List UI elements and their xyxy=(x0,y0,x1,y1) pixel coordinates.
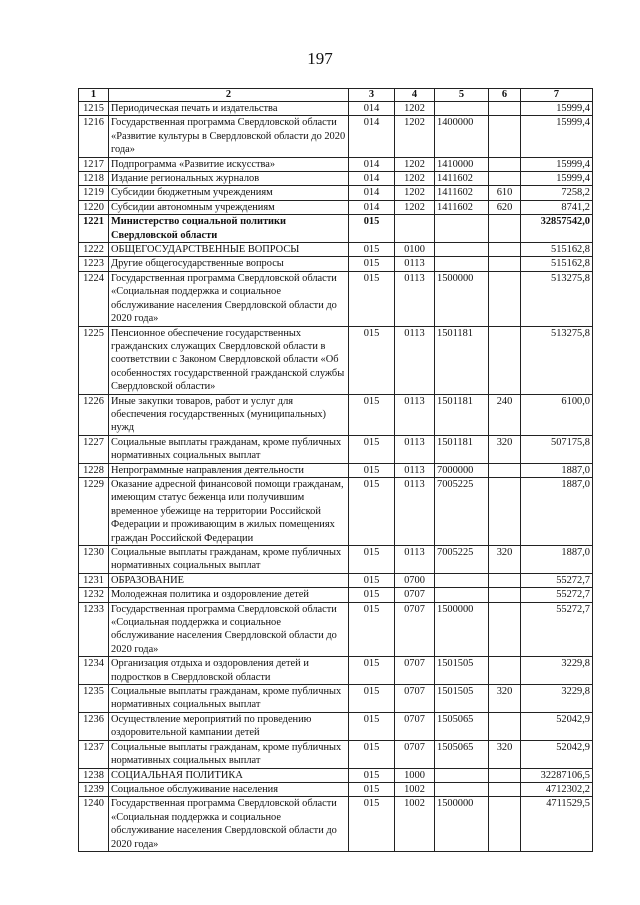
table-row xyxy=(79,712,593,740)
section-code: 0113 xyxy=(395,326,435,394)
ministry-code: 014 xyxy=(349,172,395,186)
section-code: 0707 xyxy=(395,588,435,602)
target-article-code: 1501505 xyxy=(435,685,489,713)
amount: 55272,7 xyxy=(521,588,593,602)
table-row xyxy=(79,588,593,602)
target-article-code xyxy=(435,573,489,587)
row-description: ОБРАЗОВАНИЕ xyxy=(109,573,349,587)
ministry-code: 015 xyxy=(349,215,395,243)
target-article-code xyxy=(435,215,489,243)
ministry-code: 014 xyxy=(349,116,395,157)
table-row xyxy=(79,797,593,852)
row-description: Молодежная политика и оздоровление детей xyxy=(109,588,349,602)
row-number: 1223 xyxy=(79,257,109,271)
target-article-code: 7000000 xyxy=(435,463,489,477)
ministry-code: 015 xyxy=(349,685,395,713)
section-code: 0113 xyxy=(395,271,435,326)
row-description: Субсидии автономным учреждениям xyxy=(109,200,349,214)
section-code: 1202 xyxy=(395,102,435,116)
row-description: Государственная программа Свердловской области «Социальная поддержка и социальное обслуживание населения Свердловской области до 2020 года» xyxy=(109,271,349,326)
table-row xyxy=(79,573,593,587)
row-description: Государственная программа Свердловской области «Социальная поддержка и социальное обслуживание населения Свердловской области до 2020 года» xyxy=(109,602,349,657)
target-article-code: 1400000 xyxy=(435,116,489,157)
row-description: Пенсионное обеспечение государственных гражданских служащих Свердловской области в соответствии с Законом Свердловской области «Об особенностях государственной гражданской службы Свердловской области» xyxy=(109,326,349,394)
expense-type-code xyxy=(489,116,521,157)
amount: 6100,0 xyxy=(521,394,593,435)
target-article-code xyxy=(435,257,489,271)
target-article-code: 1500000 xyxy=(435,797,489,852)
ministry-code: 014 xyxy=(349,102,395,116)
row-number: 1221 xyxy=(79,215,109,243)
row-description: Государственная программа Свердловской области «Социальная поддержка и социальное обслуживание населения Свердловской области до 2020 года» xyxy=(109,797,349,852)
amount: 15999,4 xyxy=(521,157,593,171)
amount: 52042,9 xyxy=(521,712,593,740)
table-row xyxy=(79,326,593,394)
section-code: 1202 xyxy=(395,186,435,200)
row-description: Оказание адресной финансовой помощи гражданам, имеющим статус беженца или получившим временное убежище на территории Российской Федерации и проживающим в жилых помещениях граждан Российской Федерации xyxy=(109,477,349,545)
target-article-code xyxy=(435,243,489,257)
row-description: Непрограммные направления деятельности xyxy=(109,463,349,477)
table-row xyxy=(79,394,593,435)
header-cell: 4 xyxy=(395,89,435,102)
expense-type-code xyxy=(489,271,521,326)
ministry-code: 015 xyxy=(349,797,395,852)
section-code: 1002 xyxy=(395,782,435,796)
target-article-code: 1501181 xyxy=(435,394,489,435)
ministry-code: 015 xyxy=(349,573,395,587)
header-cell: 1 xyxy=(79,89,109,102)
section-code: 0113 xyxy=(395,394,435,435)
target-article-code: 1411602 xyxy=(435,200,489,214)
section-code xyxy=(395,215,435,243)
row-description: Социальные выплаты гражданам, кроме публичных нормативных социальных выплат xyxy=(109,546,349,574)
expense-type-code xyxy=(489,588,521,602)
row-description: Организация отдыха и оздоровления детей и подростков в Свердловской области xyxy=(109,657,349,685)
section-code: 0707 xyxy=(395,602,435,657)
row-number: 1240 xyxy=(79,797,109,852)
amount: 515162,8 xyxy=(521,257,593,271)
expense-type-code: 320 xyxy=(489,740,521,768)
ministry-code: 015 xyxy=(349,712,395,740)
expense-type-code: 320 xyxy=(489,685,521,713)
section-code: 0113 xyxy=(395,435,435,463)
row-number: 1224 xyxy=(79,271,109,326)
section-code: 0113 xyxy=(395,546,435,574)
ministry-code: 015 xyxy=(349,782,395,796)
row-number: 1232 xyxy=(79,588,109,602)
amount: 32287106,5 xyxy=(521,768,593,782)
target-article-code: 1501181 xyxy=(435,326,489,394)
ministry-code: 015 xyxy=(349,602,395,657)
table-row xyxy=(79,200,593,214)
row-description: Периодическая печать и издательства xyxy=(109,102,349,116)
row-number: 1220 xyxy=(79,200,109,214)
ministry-code: 015 xyxy=(349,657,395,685)
ministry-code: 014 xyxy=(349,157,395,171)
budget-table xyxy=(78,88,593,852)
header-cell: 2 xyxy=(109,89,349,102)
ministry-code: 015 xyxy=(349,768,395,782)
target-article-code: 1411602 xyxy=(435,186,489,200)
table-row xyxy=(79,546,593,574)
ministry-code: 015 xyxy=(349,477,395,545)
expense-type-code xyxy=(489,172,521,186)
expense-type-code: 610 xyxy=(489,186,521,200)
row-number: 1231 xyxy=(79,573,109,587)
row-number: 1217 xyxy=(79,157,109,171)
section-code: 0113 xyxy=(395,477,435,545)
row-number: 1222 xyxy=(79,243,109,257)
target-article-code: 1410000 xyxy=(435,157,489,171)
row-number: 1237 xyxy=(79,740,109,768)
table-row xyxy=(79,602,593,657)
row-description: СОЦИАЛЬНАЯ ПОЛИТИКА xyxy=(109,768,349,782)
expense-type-code: 320 xyxy=(489,546,521,574)
target-article-code xyxy=(435,102,489,116)
target-article-code: 1501505 xyxy=(435,657,489,685)
row-number: 1234 xyxy=(79,657,109,685)
row-description: Другие общегосударственные вопросы xyxy=(109,257,349,271)
table-row xyxy=(79,257,593,271)
amount: 515162,8 xyxy=(521,243,593,257)
ministry-code: 015 xyxy=(349,326,395,394)
table-row xyxy=(79,186,593,200)
expense-type-code xyxy=(489,215,521,243)
row-number: 1227 xyxy=(79,435,109,463)
target-article-code: 1500000 xyxy=(435,602,489,657)
row-description: Иные закупки товаров, работ и услуг для обеспечения государственных (муниципальных) нужд xyxy=(109,394,349,435)
ministry-code: 015 xyxy=(349,546,395,574)
amount: 8741,2 xyxy=(521,200,593,214)
amount: 55272,7 xyxy=(521,602,593,657)
expense-type-code xyxy=(489,243,521,257)
target-article-code xyxy=(435,588,489,602)
row-description: Министерство социальной политики Свердловской области xyxy=(109,215,349,243)
target-article-code: 1501181 xyxy=(435,435,489,463)
table-row xyxy=(79,768,593,782)
expense-type-code xyxy=(489,102,521,116)
row-description: Подпрограмма «Развитие искусства» xyxy=(109,157,349,171)
header-cell: 3 xyxy=(349,89,395,102)
section-code: 1202 xyxy=(395,172,435,186)
section-code: 1000 xyxy=(395,768,435,782)
page-number: 197 xyxy=(307,49,333,68)
amount: 513275,8 xyxy=(521,271,593,326)
section-code: 0113 xyxy=(395,257,435,271)
amount: 1887,0 xyxy=(521,477,593,545)
amount: 4712302,2 xyxy=(521,782,593,796)
target-article-code xyxy=(435,768,489,782)
amount: 15999,4 xyxy=(521,102,593,116)
row-description: Социальные выплаты гражданам, кроме публичных нормативных социальных выплат xyxy=(109,685,349,713)
row-description: Государственная программа Свердловской области «Развитие культуры в Свердловской области до 2020 года» xyxy=(109,116,349,157)
table-row xyxy=(79,102,593,116)
row-number: 1215 xyxy=(79,102,109,116)
row-description: Социальные выплаты гражданам, кроме публичных нормативных социальных выплат xyxy=(109,435,349,463)
target-article-code: 7005225 xyxy=(435,477,489,545)
row-number: 1225 xyxy=(79,326,109,394)
amount: 7258,2 xyxy=(521,186,593,200)
table-row xyxy=(79,157,593,171)
target-article-code: 1500000 xyxy=(435,271,489,326)
expense-type-code: 320 xyxy=(489,435,521,463)
section-code: 0707 xyxy=(395,657,435,685)
expense-type-code xyxy=(489,782,521,796)
expense-type-code xyxy=(489,157,521,171)
amount: 15999,4 xyxy=(521,172,593,186)
table-row xyxy=(79,243,593,257)
row-number: 1230 xyxy=(79,546,109,574)
expense-type-code xyxy=(489,573,521,587)
section-code: 1002 xyxy=(395,797,435,852)
expense-type-code xyxy=(489,326,521,394)
row-number: 1219 xyxy=(79,186,109,200)
row-number: 1229 xyxy=(79,477,109,545)
ministry-code: 015 xyxy=(349,243,395,257)
row-number: 1236 xyxy=(79,712,109,740)
section-code: 1202 xyxy=(395,157,435,171)
row-description: Издание региональных журналов xyxy=(109,172,349,186)
ministry-code: 014 xyxy=(349,186,395,200)
table-row xyxy=(79,271,593,326)
row-description: ОБЩЕГОСУДАРСТВЕННЫЕ ВОПРОСЫ xyxy=(109,243,349,257)
row-number: 1226 xyxy=(79,394,109,435)
target-article-code: 1505065 xyxy=(435,740,489,768)
row-description: Социальное обслуживание населения xyxy=(109,782,349,796)
table-row xyxy=(79,215,593,243)
expense-type-code xyxy=(489,477,521,545)
header-row xyxy=(79,89,593,102)
header-cell: 7 xyxy=(521,89,593,102)
header-cell: 5 xyxy=(435,89,489,102)
table-row xyxy=(79,172,593,186)
expense-type-code xyxy=(489,712,521,740)
target-article-code: 1505065 xyxy=(435,712,489,740)
amount: 1887,0 xyxy=(521,463,593,477)
row-number: 1238 xyxy=(79,768,109,782)
section-code: 0707 xyxy=(395,685,435,713)
table-row xyxy=(79,740,593,768)
expense-type-code xyxy=(489,797,521,852)
row-number: 1216 xyxy=(79,116,109,157)
expense-type-code xyxy=(489,657,521,685)
ministry-code: 015 xyxy=(349,435,395,463)
row-description: Социальные выплаты гражданам, кроме публичных нормативных социальных выплат xyxy=(109,740,349,768)
table-row xyxy=(79,435,593,463)
target-article-code: 1411602 xyxy=(435,172,489,186)
amount: 52042,9 xyxy=(521,740,593,768)
amount: 507175,8 xyxy=(521,435,593,463)
amount: 32857542,0 xyxy=(521,215,593,243)
row-number: 1239 xyxy=(79,782,109,796)
table-row xyxy=(79,657,593,685)
target-article-code: 7005225 xyxy=(435,546,489,574)
section-code: 0707 xyxy=(395,712,435,740)
amount: 55272,7 xyxy=(521,573,593,587)
ministry-code: 015 xyxy=(349,257,395,271)
row-description: Осуществление мероприятий по проведению оздоровительной кампании детей xyxy=(109,712,349,740)
row-number: 1235 xyxy=(79,685,109,713)
expense-type-code xyxy=(489,602,521,657)
ministry-code: 015 xyxy=(349,588,395,602)
row-number: 1228 xyxy=(79,463,109,477)
amount: 513275,8 xyxy=(521,326,593,394)
amount: 3229,8 xyxy=(521,685,593,713)
table-row xyxy=(79,782,593,796)
section-code: 1202 xyxy=(395,116,435,157)
table-row xyxy=(79,685,593,713)
header-cell: 6 xyxy=(489,89,521,102)
ministry-code: 014 xyxy=(349,200,395,214)
expense-type-code: 240 xyxy=(489,394,521,435)
section-code: 0707 xyxy=(395,740,435,768)
ministry-code: 015 xyxy=(349,740,395,768)
section-code: 0700 xyxy=(395,573,435,587)
row-number: 1218 xyxy=(79,172,109,186)
row-number: 1233 xyxy=(79,602,109,657)
ministry-code: 015 xyxy=(349,271,395,326)
expense-type-code xyxy=(489,463,521,477)
amount: 1887,0 xyxy=(521,546,593,574)
section-code: 0100 xyxy=(395,243,435,257)
row-description: Субсидии бюджетным учреждениям xyxy=(109,186,349,200)
amount: 15999,4 xyxy=(521,116,593,157)
ministry-code: 015 xyxy=(349,463,395,477)
expense-type-code xyxy=(489,257,521,271)
expense-type-code xyxy=(489,768,521,782)
section-code: 0113 xyxy=(395,463,435,477)
amount: 4711529,5 xyxy=(521,797,593,852)
expense-type-code: 620 xyxy=(489,200,521,214)
section-code: 1202 xyxy=(395,200,435,214)
table-row xyxy=(79,477,593,545)
ministry-code: 015 xyxy=(349,394,395,435)
target-article-code xyxy=(435,782,489,796)
table-row xyxy=(79,116,593,157)
amount: 3229,8 xyxy=(521,657,593,685)
table-row xyxy=(79,463,593,477)
